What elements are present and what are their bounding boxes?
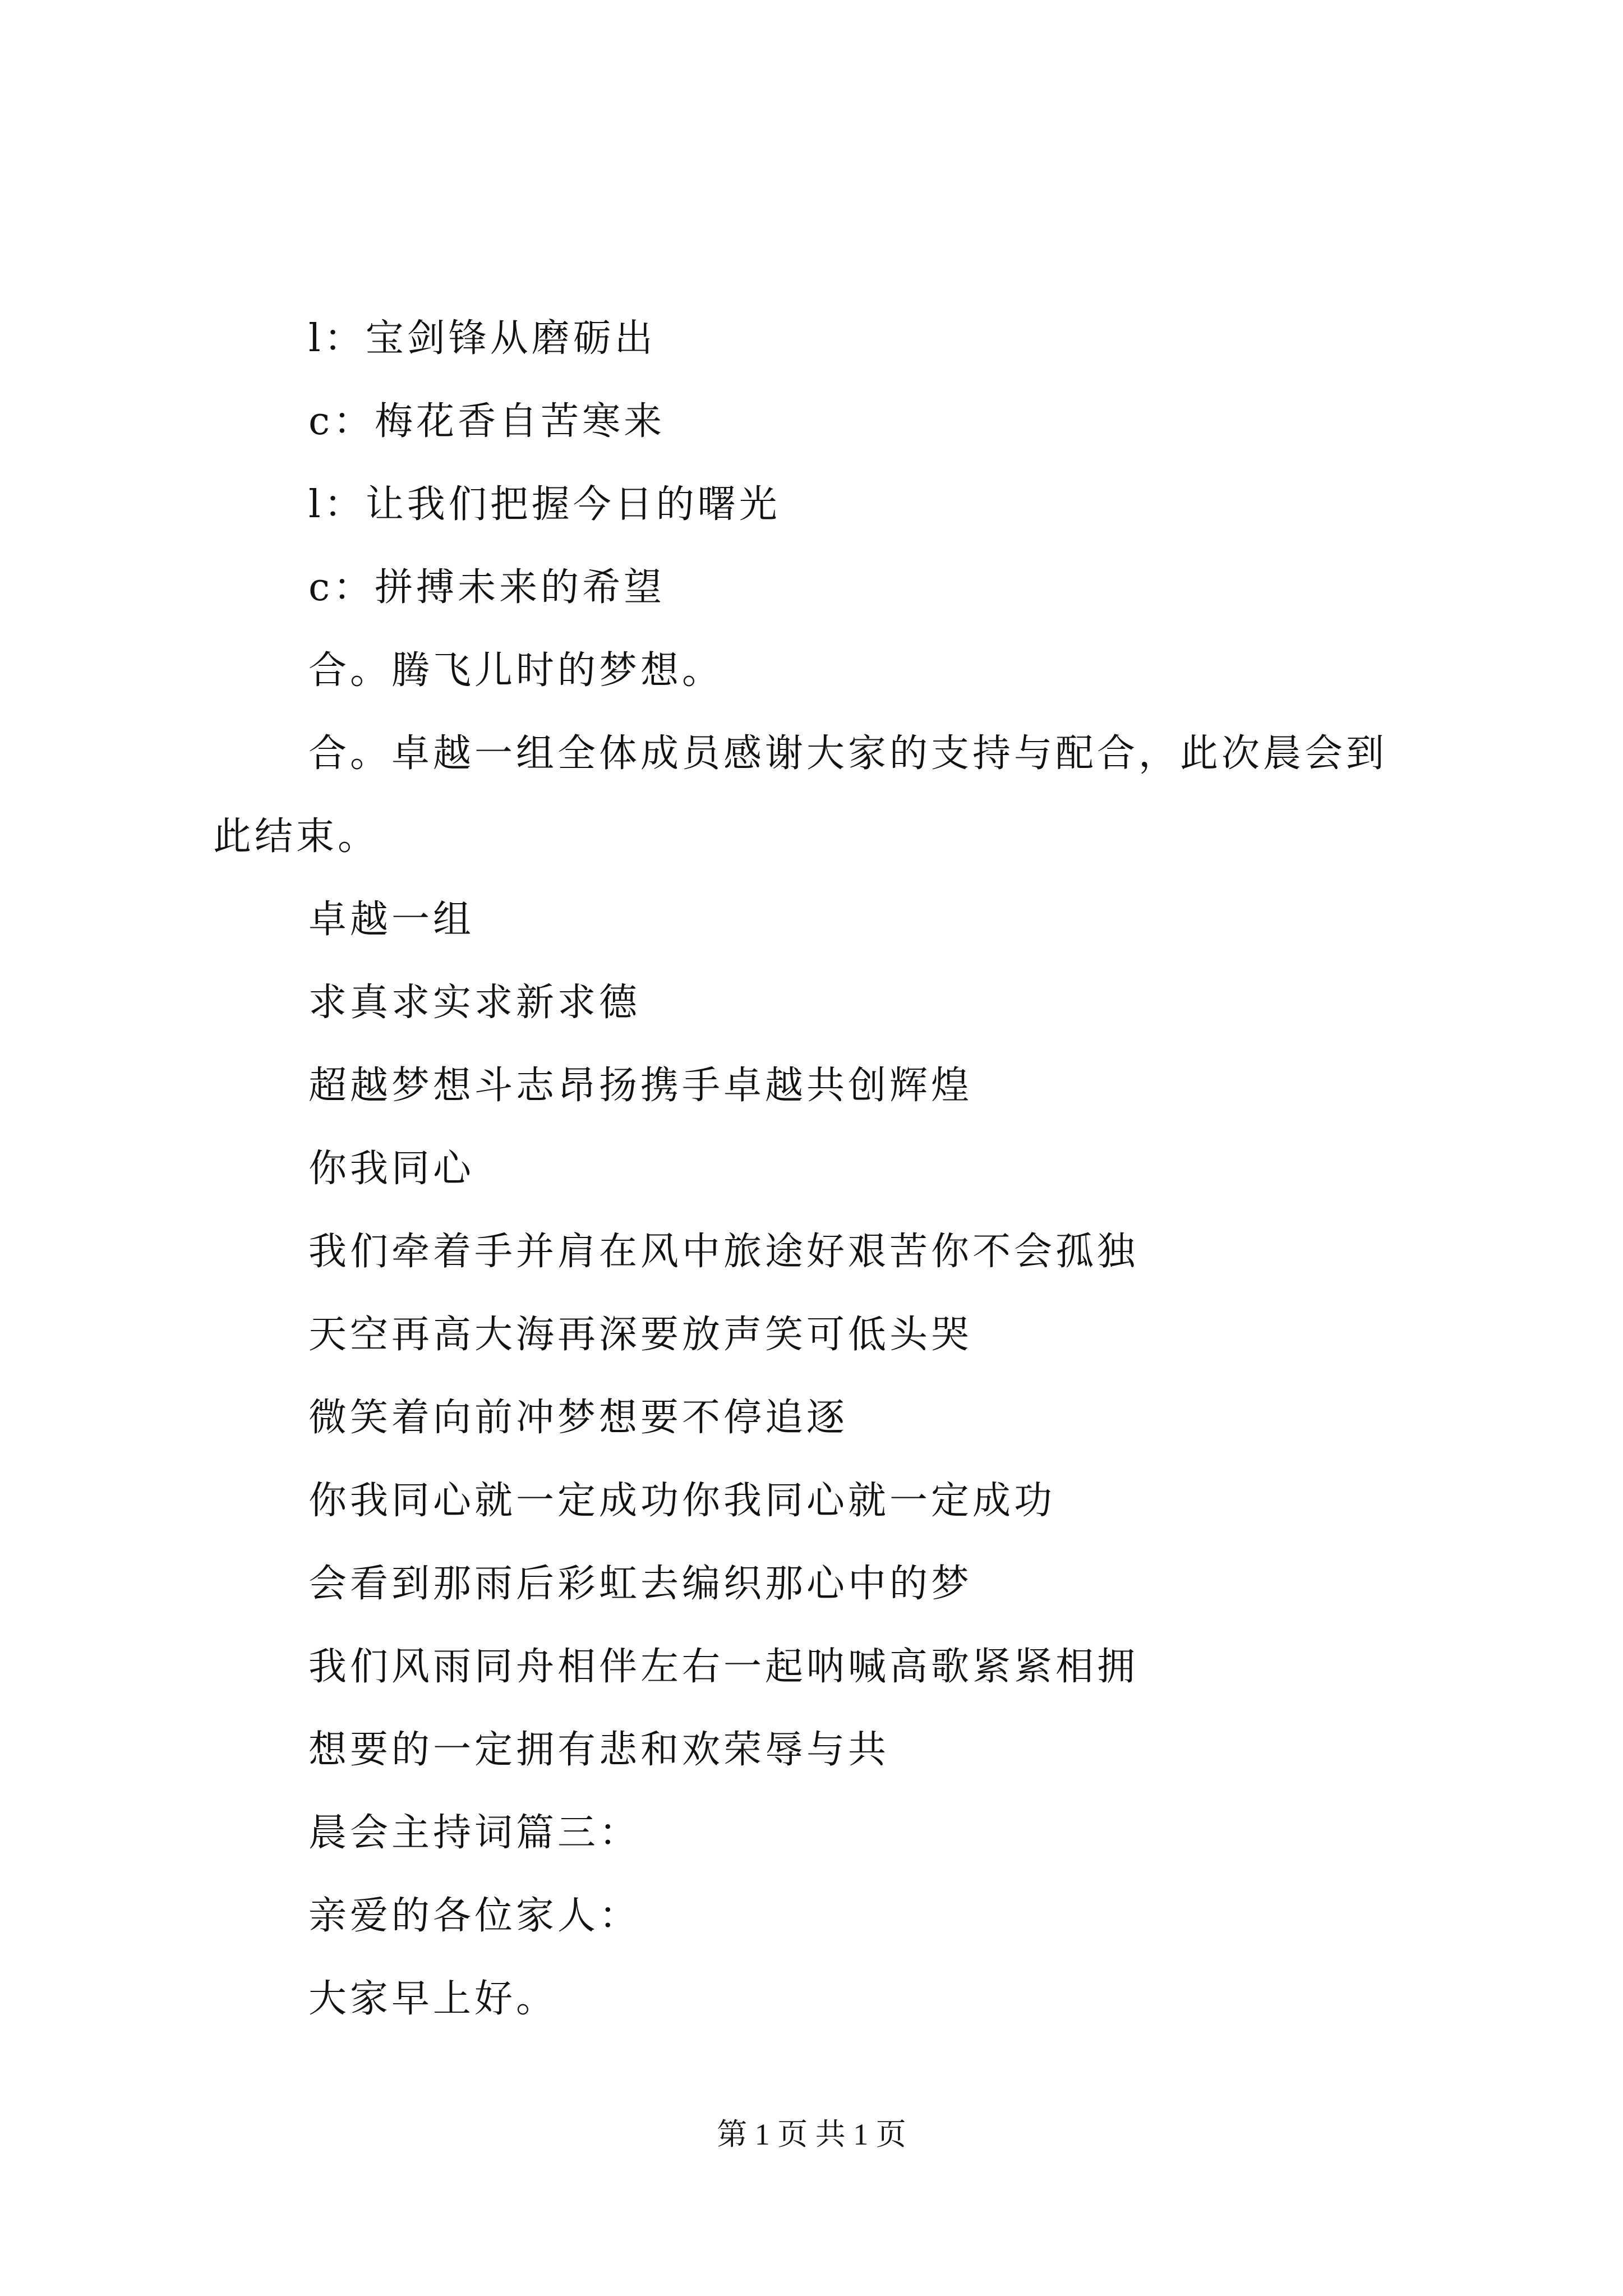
text-line: c：梅花香自苦寒来 bbox=[308, 399, 666, 444]
text-line: 你我同心就一定成功你我同心就一定成功 bbox=[308, 1479, 1056, 1523]
text-line: 微笑着向前冲梦想要不停追逐 bbox=[308, 1396, 849, 1440]
section-heading: 晨会主持词篇三： bbox=[308, 1811, 641, 1855]
text-line: 求真求实求新求德 bbox=[308, 981, 641, 1025]
greeting-line: 亲爱的各位家人： bbox=[308, 1894, 641, 1938]
paragraph-continuation: 此结束。 bbox=[213, 815, 380, 859]
text-line: l：让我们把握今日的曙光 bbox=[308, 482, 781, 527]
paragraph bbox=[213, 712, 1424, 878]
text-line: 天空再高大海再深要放声笑可低头哭 bbox=[308, 1313, 973, 1357]
text-line: c：拼搏未来的希望 bbox=[308, 565, 666, 610]
text-line: 合。腾飞儿时的梦想。 bbox=[308, 648, 724, 693]
document-body bbox=[213, 297, 1424, 2041]
text-line: 我们牵着手并肩在风中旅途好艰苦你不会孤独 bbox=[308, 1230, 1139, 1274]
text-line: 会看到那雨后彩虹去编织那心中的梦 bbox=[308, 1562, 973, 1606]
text-line: l：宝剑锋从磨砺出 bbox=[308, 316, 656, 361]
text-line: 卓越一组 bbox=[308, 898, 475, 942]
text-line: 想要的一定拥有悲和欢荣辱与共 bbox=[308, 1728, 890, 1772]
text-line: 大家早上好。 bbox=[308, 1977, 558, 2021]
page-footer: 第 1 页 共 1 页 bbox=[717, 2118, 906, 2151]
paragraph-first-line: 合。卓越一组全体成员感谢大家的支持与配合，此次晨会到 bbox=[308, 731, 1388, 776]
text-line: 你我同心 bbox=[308, 1147, 475, 1191]
text-line: 超越梦想斗志昂扬携手卓越共创辉煌 bbox=[308, 1064, 973, 1108]
text-line: 我们风雨同舟相伴左右一起呐喊高歌紧紧相拥 bbox=[308, 1645, 1139, 1689]
